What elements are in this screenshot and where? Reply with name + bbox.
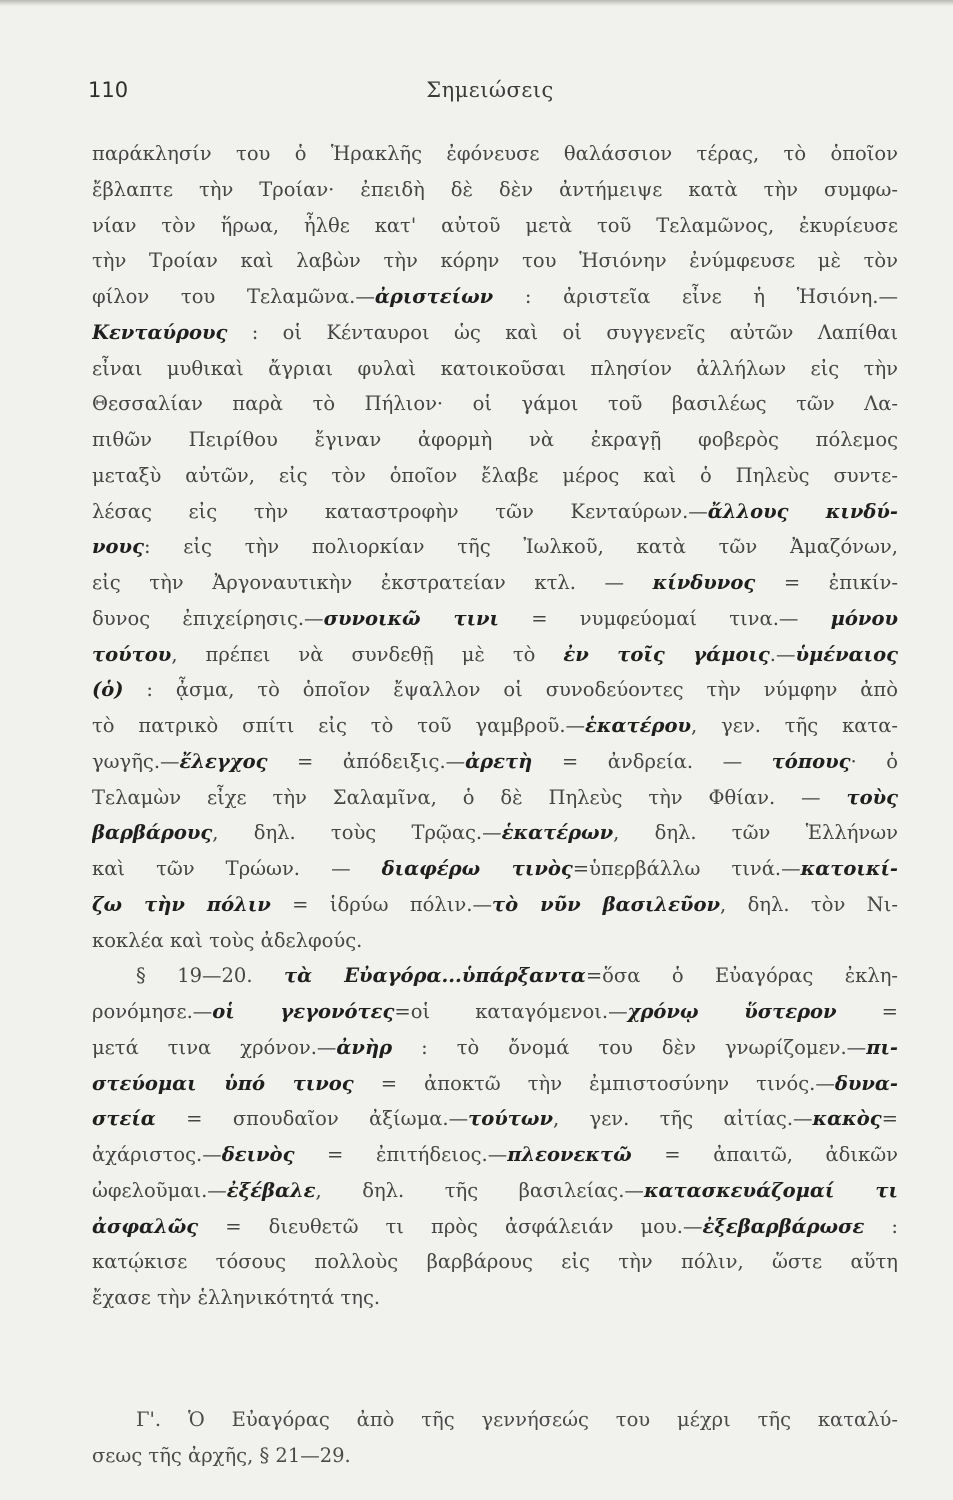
lemma: τούτων (468, 1107, 553, 1131)
gloss-text: : εἰς τὴν πολιορκίαν τῆς Ἰωλκοῦ, κατὰ τῶν Ἀμαζόνων, (143, 535, 898, 559)
gloss-text: = (881, 1107, 898, 1131)
lemma: κίνδυνος (652, 571, 756, 594)
lemma: ἀσφαλῶς (92, 1214, 199, 1238)
gloss-text: : ἀριστεῖα εἶνε ἡ Ἡσιόνη.— (493, 285, 898, 308)
text-line (92, 958, 898, 994)
gloss-text: = ἐπικίν- (755, 571, 898, 594)
text-line (92, 565, 898, 601)
gloss-text: εἰς τὴν Ἀργοναυτικὴν ἐκστρατείαν κτλ. — (92, 571, 653, 594)
gloss-text: , δηλ. τοὺς Τρῷας.— (212, 821, 502, 845)
text-line (92, 315, 898, 351)
gloss-text: = ἐπιτήδειος.— (294, 1143, 508, 1166)
lemma: ἀριστείων (374, 285, 494, 308)
gloss-text: ἔχασε τὴν ἑλληνικότητά της. (92, 1286, 381, 1309)
gloss-text: , γεν. τῆς αἰτίας.— (552, 1107, 813, 1131)
gloss-text: παράκλησίν του ὁ Ἡρακλῆς ἐφόνευσε θαλάσσιον τέρας, τὸ ὁποῖον (92, 142, 898, 165)
gloss-text: κατῴκισε τόσους πολλοὺς βαρβάρους εἰς τὴν πόλιν, ὥστε αὕτη (92, 1250, 898, 1274)
notes-body (92, 136, 898, 1316)
lemma: ἐν τοῖς γάμοις (563, 642, 770, 666)
text-line (92, 1101, 898, 1137)
text-line (92, 601, 898, 637)
text-line (92, 529, 898, 565)
gloss-text: λέσας εἰς τὴν καταστροφὴν τῶν Κενταύρων.— (92, 499, 708, 523)
lemma: πι- (866, 1035, 898, 1059)
text-line (92, 494, 898, 530)
lemma: κατοικί- (800, 857, 898, 880)
gloss-text: ρονόμησε.— (92, 1000, 213, 1023)
text-line (92, 1280, 898, 1316)
gloss-text: νίαν τὸν ἥρωα, ἦλθε κατ' αὐτοῦ μετὰ τοῦ Τελαμῶνος, ἐκυρίευσε (92, 213, 898, 237)
text-line (92, 458, 898, 494)
text-line (92, 1173, 898, 1209)
text-line (92, 887, 898, 923)
lemma: δεινὸς (221, 1143, 295, 1166)
lemma: τούτου (92, 642, 172, 666)
text-line (92, 851, 898, 887)
lemma: ὑμέναιος (795, 642, 898, 666)
section-heading-line: σεως τῆς ἀρχῆς, § 21—29. (92, 1444, 351, 1467)
lemma: βαρβάρους (92, 821, 213, 845)
gloss-text: = διευθετῶ τι πρὸς ἀσφάλειάν μου.— (198, 1214, 703, 1238)
section-heading-line: Γ'. Ὁ Εὐαγόρας ἀπὸ τῆς γεννήσεώς του μέχρι τῆς καταλύ- (136, 1408, 898, 1431)
lemma: ἐξέβαλε (226, 1178, 316, 1202)
gloss-text: = ἱδρύω πόλιν.— (270, 892, 492, 916)
gloss-text: § 19—20. (136, 964, 285, 988)
gloss-text: : ᾆσμα, τὸ ὁποῖον ἔψαλλον οἱ συνοδεύοντες τὴν νύμφην ἀπὸ (123, 678, 898, 702)
lemma: ζω τὴν πόλιν (92, 892, 271, 916)
lemma: δυνα- (834, 1071, 898, 1095)
gloss-text: τὸ πατρικὸ σπίτι εἰς τὸ τοῦ γαμβροῦ.— (92, 714, 586, 737)
running-head: Σημειώσεις (426, 78, 554, 102)
gloss-text: μεταξὺ αὐτῶν, εἰς τὸν ὁποῖον ἔλαβε μέρος καὶ ὁ Πηλεὺς συντε- (92, 463, 898, 487)
text-line (92, 637, 898, 673)
text-line (92, 208, 898, 244)
gloss-text: καὶ τῶν Τρώων. — (92, 857, 382, 880)
lemma: τόπους (771, 749, 851, 773)
gloss-text: εἶναι μυθικαὶ ἄγριαι φυλαὶ κατοικοῦσαι πλησίον ἀλλήλων εἰς τὴν (92, 356, 898, 380)
text-line (92, 1209, 898, 1245)
section-heading (92, 1402, 898, 1474)
gloss-text: ὠφελοῦμαι.— (92, 1178, 227, 1202)
lemma: ἀρετὴ (465, 749, 533, 773)
text-line (92, 1030, 898, 1066)
gloss-text: μετά τινα χρόνον.— (92, 1035, 337, 1059)
gloss-text: =ὅσα ὁ Εὐαγόρας ἐκλη- (585, 964, 898, 988)
gloss-text: τὴν Τροίαν καὶ λαβὼν τὴν κόρην του Ἡσιόνην ἐνύμφευσε μὲ τὸν (92, 249, 898, 273)
text-line (92, 1137, 898, 1173)
gloss-text: , δηλ. τὸν Νι- (720, 892, 898, 916)
lemma: ἑκατέρων (501, 821, 614, 845)
gloss-text: κοκλέα καὶ τοὺς ἀδελφούς. (92, 928, 363, 952)
gloss-text: : (864, 1214, 898, 1238)
text-line (92, 422, 898, 458)
text-line (92, 708, 898, 744)
lemma: οἱ γεγονότες (212, 1000, 395, 1023)
gloss-text: .— (769, 642, 796, 666)
lemma: ἔλεγχος (179, 749, 268, 773)
text-line (92, 351, 898, 387)
lemma: ἑκατέρου (585, 714, 691, 737)
lemma: ἀνὴρ (336, 1035, 393, 1059)
lemma: τοὺς (846, 785, 898, 809)
text-line (92, 994, 898, 1030)
gloss-text: γωγῆς.— (92, 749, 180, 773)
lemma: τὰ Εὐαγόρα...ὑπάρξαντα (284, 964, 586, 988)
text-line (92, 923, 898, 959)
gloss-text: · ὁ (850, 749, 898, 773)
lemma: νους (92, 535, 144, 559)
gloss-text: Θεσσαλίαν παρὰ τὸ Πήλιον· οἱ γάμοι τοῦ βασιλέως τῶν Λα- (92, 392, 898, 416)
text-line (92, 386, 898, 422)
lemma: (ὁ) (92, 678, 124, 702)
lemma: ἐξεβαρβάρωσε (702, 1214, 865, 1238)
lemma: κατασκευάζομαί τι (643, 1178, 898, 1202)
lemma: ἄλλους κινδύ- (707, 499, 898, 523)
gloss-text: , πρέπει νὰ συνδεθῇ μὲ τὸ (171, 642, 564, 666)
lemma: πλεονεκτῶ (507, 1143, 632, 1166)
gloss-text: =ὑπερβάλλω τινά.— (572, 857, 801, 880)
text-line (92, 1244, 898, 1280)
lemma: στεία (92, 1107, 156, 1131)
lemma: Κενταύρους (92, 320, 228, 344)
gloss-text: : τὸ ὄνομά του δὲν γνωρίζομεν.— (392, 1035, 867, 1059)
gloss-text: πιθῶν Πειρίθου ἔγιναν ἀφορμὴ νὰ ἐκραγῇ φοβερὸς πόλεμος (92, 428, 898, 451)
page-header (80, 78, 900, 108)
gloss-text: = σπουδαῖον ἀξίωμα.— (155, 1107, 469, 1131)
lemma: συνοικῶ τινι (323, 606, 499, 630)
gloss-text: = νυμφεύομαί τινα.— (498, 606, 831, 630)
gloss-text: = ἀπόδειξις.— (267, 749, 466, 773)
gloss-text: = ἀποκτῶ τὴν ἐμπιστοσύνην τινός.— (353, 1071, 835, 1095)
lemma: τὸ νῦν βασιλεῦον (491, 892, 720, 916)
gloss-text: Τελαμὼν εἶχε τὴν Σαλαμῖνα, ὁ δὲ Πηλεὺς τὴν Φθίαν. — (92, 785, 847, 809)
text-line (92, 1066, 898, 1102)
page-number: 110 (88, 78, 129, 102)
lemma: στεύομαι ὑπό τινος (92, 1071, 354, 1095)
lemma: μόνου (830, 606, 898, 630)
gloss-text: δυνος ἐπιχείρησις.— (92, 606, 324, 630)
text-line (92, 279, 898, 315)
lemma: χρόνῳ ὕστερον (627, 1000, 837, 1023)
gloss-text: φίλον του Τελαμῶνα.— (92, 285, 375, 308)
lemma: κακὸς (812, 1107, 882, 1131)
gloss-text: , δηλ. τῶν Ἑλλήνων (613, 821, 898, 845)
text-line (92, 815, 898, 851)
text-line (92, 172, 898, 208)
lemma: διαφέρω τινὸς (381, 857, 573, 880)
gloss-text: ἀχάριστος.— (92, 1143, 222, 1166)
gloss-text: : οἱ Κένταυροι ὡς καὶ οἱ συγγενεῖς αὐτῶν Λαπίθαι (227, 320, 898, 344)
text-line (92, 780, 898, 816)
gloss-text: = ἀνδρεία. — (532, 749, 772, 773)
gloss-text: ἔβλαπτε τὴν Τροίαν· ἐπειδὴ δὲ δὲν ἀντήμειψε κατὰ τὴν συμφω- (92, 177, 898, 201)
gloss-text: =οἱ καταγόμενοι.— (394, 1000, 628, 1023)
text-line (92, 744, 898, 780)
gloss-text: , δηλ. τῆς βασιλείας.— (315, 1178, 644, 1202)
gloss-text: , γεν. τῆς κατα- (691, 714, 898, 737)
text-line (92, 136, 898, 172)
text-line (92, 243, 898, 279)
text-line (92, 672, 898, 708)
gloss-text: = ἀπαιτῶ, ἀδικῶν (631, 1143, 898, 1166)
gloss-text: = (836, 1000, 898, 1023)
page-top-edge (0, 0, 953, 6)
